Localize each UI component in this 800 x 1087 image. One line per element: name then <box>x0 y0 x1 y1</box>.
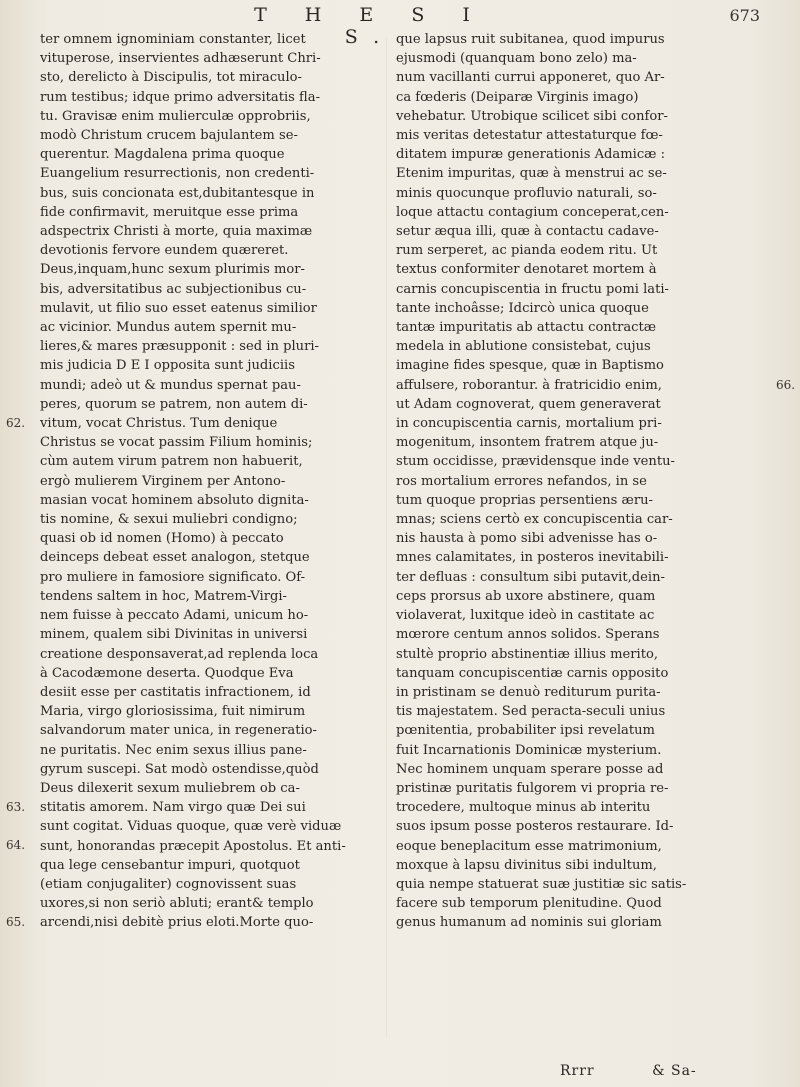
text-line: querentur. Magdalena prima quoque <box>40 147 285 163</box>
text-line: cùm autem virum patrem non habuerit, <box>40 454 303 470</box>
text-line: moxque à lapsu divinitus sibi indultum, <box>396 857 657 873</box>
text-line: mulavit, ut filio suo esset eatenus similior <box>40 300 317 316</box>
text-line: ut Adam cognoverat, quem generaverat <box>396 396 661 412</box>
text-line: loque attactu contagium conceperat,cen- <box>396 204 669 220</box>
text-line: pristinæ puritatis fulgorem vi propria re- <box>396 780 669 796</box>
text-line: bus, suis concionata est,dubitantesque in <box>40 185 315 201</box>
text-line: Etenim impuritas, quæ à menstrui ac se- <box>396 166 667 182</box>
text-line: nem fuisse à peccato Adami, unicum ho- <box>40 608 309 624</box>
text-line: trocedere, multoque minus ab interitu <box>396 800 651 816</box>
text-line: ditatem impuræ generationis Adamicæ : <box>396 147 666 163</box>
gutter <box>386 38 387 1038</box>
text-line: mundi; adeò ut & mundus spernat pau- <box>40 377 301 393</box>
signature-mark: Rrrr <box>560 1063 595 1079</box>
text-line: ac vicinior. Mundus autem spernit mu- <box>40 320 297 336</box>
text-line: medela in ablutione consistebat, cujus <box>396 339 651 355</box>
text-line: tantæ impuritatis ab attactu contractæ <box>396 320 657 336</box>
text-line: tis majestatem. Sed peracta-seculi unius <box>396 704 666 720</box>
text-line: salvandorum mater unica, in regeneratio- <box>40 723 317 739</box>
text-line: vehebatur. Utrobique scilicet sibi confor- <box>396 108 668 124</box>
text-line: setur æqua illi, quæ à contactu cadave- <box>396 224 659 240</box>
text-line: tis nomine, & sexui muliebri condigno; <box>40 512 298 528</box>
text-line: ne puritatis. Nec enim sexus illius pane- <box>40 742 307 758</box>
text-line: ter omnem ignominiam constanter, licet <box>40 32 306 47</box>
text-line: bis, adversitatibus ac subjectionibus cu- <box>40 281 307 297</box>
text-line: sto, derelicto à Discipulis, tot miraculo- <box>40 70 302 86</box>
text-line: Nec hominem unquam sperare posse ad <box>396 761 664 777</box>
text-line: sunt, honorandas præcepit Apostolus. Et anti- <box>40 838 346 854</box>
text-line: ergò mulierem Virginem per Antono- <box>40 473 286 489</box>
text-line: mnas; sciens certò ex concupiscentia car- <box>396 512 673 528</box>
text-line: ceps prorsus ab uxore abstinere, quam <box>396 588 656 604</box>
margin-note-number: 65. <box>6 915 26 930</box>
text-line: num vacillanti currui apponeret, quo Ar- <box>396 70 665 86</box>
text-line: in pristinam se denuò rediturum purita- <box>396 684 661 700</box>
text-line: minis quocunque profluvio naturali, so- <box>396 185 657 201</box>
text-line: que lapsus ruit subitanea, quod impurus <box>396 32 665 47</box>
margin-note-number: 64. <box>6 838 26 853</box>
page-footer <box>560 1063 749 1079</box>
catchword: & Sa- <box>652 1063 697 1079</box>
margin-note-number: 63. <box>6 800 26 814</box>
text-line: ter defluas : consultum sibi putavit,dein- <box>396 569 665 585</box>
text-line: textus conformiter denotaret mortem à <box>396 262 657 278</box>
text-line: tendens saltem in hoc, Matrem-Virgi- <box>40 588 287 604</box>
text-line: masian vocat hominem absoluto dignita- <box>40 492 309 508</box>
text-line: (etiam conjugaliter) cognovissent suas <box>40 876 297 892</box>
text-line: tanquam concupiscentiæ carnis opposito <box>396 665 669 681</box>
text-line: deinceps debeat esset analogon, stetque <box>40 550 310 566</box>
text-line: arcendi,nisi debitè prius eloti.Morte quo- <box>40 915 314 931</box>
text-line: devotionis fervore eundem quæreret. <box>40 243 289 259</box>
right-column <box>396 30 766 933</box>
text-line: desiit esse per castitatis infractionem, id <box>40 684 311 700</box>
text-line: fide confirmavit, meruitque esse prima <box>40 204 299 220</box>
text-line: qua lege censebantur impuri, quotquot <box>40 857 300 873</box>
text-line: mogenitum, insontem fratrem atque ju- <box>396 435 659 451</box>
text-line: Deus,inquam,hunc sexum plurimis mor- <box>40 262 305 278</box>
text-line: mnes calamitates, in posteros inevitabili- <box>396 550 669 566</box>
text-line: creatione desponsaverat,ad replenda loca <box>40 646 319 662</box>
text-line: stultè proprio abstinentiæ illius merito, <box>396 646 659 662</box>
text-line: fuit Incarnationis Dominicæ mysterium. <box>396 742 662 758</box>
text-line: quasi ob id nomen (Homo) à peccato <box>40 531 284 547</box>
text-line: stitatis amorem. Nam virgo quæ Dei sui <box>40 800 306 816</box>
text-line: modò Christum crucem bajulantem se- <box>40 128 298 144</box>
text-line: sunt cogitat. Viduas quoque, quæ verè viduæ <box>40 819 342 835</box>
text-line: rum serperet, ac pianda eodem ritu. Ut <box>396 243 658 259</box>
text-line: suos ipsum posse posteros restaurare. Id- <box>396 819 674 835</box>
text-line: violaverat, luxitque ideò in castitate ac <box>396 608 655 624</box>
text-line: lieres,& mares præsupponit : sed in pluri- <box>40 339 319 355</box>
text-line: uxores,si non seriò abluti; erant& templo <box>40 896 314 912</box>
text-line: tum quoque proprias persentiens æru- <box>396 492 653 508</box>
text-line: minem, qualem sibi Divinitas in universi <box>40 627 308 643</box>
page-number: 673 <box>729 6 760 25</box>
margin-note-number: 66. <box>776 377 796 392</box>
text-line: stum occidisse, prævidensque inde ventu- <box>396 454 675 470</box>
text-line: pro muliere in famosiore significato. Of- <box>40 569 306 585</box>
text-line: eoque beneplacitum esse matrimonium, <box>396 838 662 854</box>
text-line: ros mortalium errores nefandos, in se <box>396 473 647 489</box>
left-column <box>40 30 370 933</box>
text-line: mis veritas detestatur attestaturque fœ- <box>396 128 663 144</box>
text-line: vituperose, inservientes adhæserunt Chri- <box>40 51 321 67</box>
margin-note-number: 62. <box>6 416 26 430</box>
text-line: vitum, vocat Christus. Tum denique <box>40 416 278 432</box>
text-line: adspectrix Christi à morte, quia maximæ <box>40 224 313 240</box>
text-line: pœnitentia, probabiliter ipsi revelatum <box>396 723 655 739</box>
text-line: Maria, virgo gloriosissima, fuit nimirum <box>40 704 306 720</box>
text-line: à Cacodæmone deserta. Quodque Eva <box>40 665 294 681</box>
text-line: carnis concupiscentia in fructu pomi lati- <box>396 281 669 297</box>
text-line: Euangelium resurrectionis, non credenti- <box>40 166 315 182</box>
text-line: in concupiscentia carnis, mortalium pri- <box>396 416 662 432</box>
text-line: genus humanum ad nominis sui gloriam <box>396 915 662 931</box>
text-line: peres, quorum se patrem, non autem di- <box>40 396 308 412</box>
text-line: tu. Gravisæ enim mulierculæ opprobriis, <box>40 108 311 124</box>
running-title: T H E S I S. <box>254 4 486 48</box>
text-line: mis judicia D E I opposita sunt judiciis <box>40 358 295 374</box>
text-line: quia nempe statuerat suæ justitiæ sic satis- <box>396 876 687 892</box>
text-line: rum testibus; idque primo adversitatis fla- <box>40 89 321 105</box>
text-line: ejusmodi (quanquam bono zelo) ma- <box>396 51 637 67</box>
text-line: tante inchoâsse; Idcircò unica quoque <box>396 300 649 316</box>
text-line: affulsere, roborantur. à fratricidio enim, <box>396 377 662 393</box>
text-line: nis hausta à pomo sibi advenisse has o- <box>396 531 658 547</box>
text-line: facere sub temporum plenitudine. Quod <box>396 896 662 912</box>
text-line: mœrore centum annos solidos. Sperans <box>396 627 660 643</box>
text-line: Christus se vocat passim Filium hominis; <box>40 435 313 451</box>
text-line: imagine fides spesque, quæ in Baptismo <box>396 358 664 374</box>
text-line: Deus dilexerit sexum muliebrem ob ca- <box>40 780 300 796</box>
text-line: gyrum suscepi. Sat modò ostendisse,quòd <box>40 761 319 777</box>
text-line: ca fœderis (Deiparæ Virginis imago) <box>396 89 639 105</box>
